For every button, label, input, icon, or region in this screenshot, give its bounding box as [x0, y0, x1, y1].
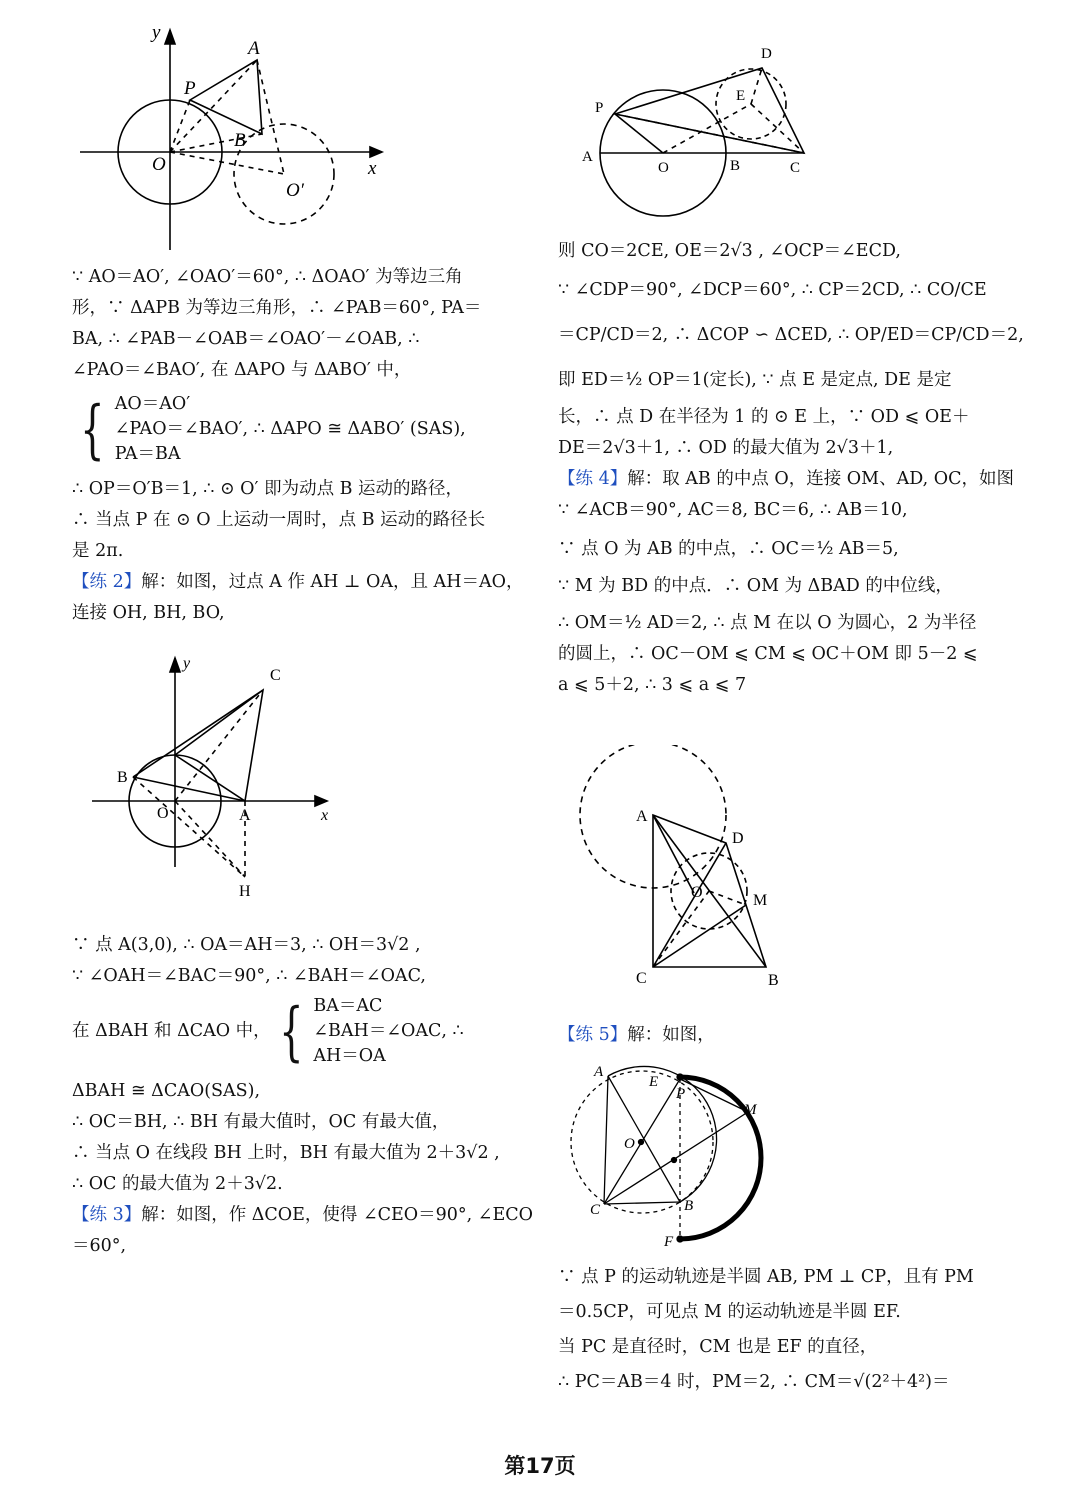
fig5-label-M: M: [744, 1102, 757, 1118]
fig5-label-P: P: [676, 1086, 686, 1102]
congruence-system-2: 在 ΔBAH 和 ΔCAO 中， { BA＝AC ∠BAH＝∠OAC AH＝OA , ∴: [72, 994, 464, 1069]
right-end-line-1: ∵ 点 P 的运动轨迹是半圆 AB, PM ⊥ CP，且有 PM: [558, 1267, 974, 1287]
left-mid-line-2: ∴ 当点 P 在 ⊙ O 上运动一周时，点 B 运动的路径长: [72, 510, 486, 530]
right-end-line-3: 当 PC 是直径时，CM 也是 EF 的直径，: [558, 1337, 878, 1357]
page-number: 第17页: [504, 1454, 576, 1478]
fig2-label-B: B: [117, 769, 128, 786]
fig4-label-C: C: [636, 970, 647, 987]
right-mid-line-6: a ⩽ 5＋2, ∴ 3 ⩽ a ⩽ 7: [558, 675, 747, 695]
fig3-label-D: D: [761, 46, 772, 62]
lian2-tag: 【练 2】: [72, 572, 142, 592]
right-top-line-4: 即 ED＝½ OP＝1(定长), ∵ 点 E 是定点, DE 是定: [558, 370, 952, 390]
right-top-line-6: DE＝2√3＋1, ∴ OD 的最大值为 2√3＋1,: [558, 438, 894, 458]
left-mid-line-3: 是 2π.: [72, 541, 124, 561]
lian5-text: 解：如图，: [627, 1025, 715, 1045]
fig2-label-O: O: [157, 805, 169, 822]
figure-4-quadrilateral: [576, 745, 806, 993]
right-mid-line-1: ∵ ∠ACB＝90°, AC＝8, BC＝6, ∴ AB＝10,: [558, 500, 908, 520]
lian3-line-2: ＝60°,: [72, 1236, 127, 1256]
lian3-text: 解：如图，作 ΔCOE，使得 ∠CEO＝90°, ∠ECO: [141, 1205, 533, 1225]
lian2-line-2: 连接 OH, BH, BO,: [72, 603, 225, 623]
fig4-label-O: O: [691, 884, 703, 901]
fig3-label-A: A: [582, 149, 593, 165]
fig4-label-B: B: [768, 972, 779, 989]
right-top-line-2: ∵ ∠CDP＝90°, ∠DCP＝60°, ∴ CP＝2CD, ∴ CO/CE: [558, 280, 987, 300]
fig1-label-Op: O′: [286, 180, 304, 201]
lian2-text: 解：如图，过点 A 作 AH ⊥ OA，且 AH＝AO，: [141, 572, 524, 592]
fig5-label-B: B: [684, 1198, 694, 1214]
fig1-label-A: A: [248, 38, 260, 59]
fig3-label-O: O: [658, 160, 669, 176]
lian3-line-1: [72, 1200, 533, 1231]
fig4-label-M: M: [753, 892, 768, 909]
system2-row-2: ∠BAH＝∠OAC: [313, 1021, 442, 1041]
right-mid-line-2: ∵ 点 O 为 AB 的中点，∴ OC＝½ AB＝5,: [558, 539, 899, 559]
fig3-label-E: E: [736, 88, 746, 104]
lian2-line-1: [72, 567, 523, 598]
system1-row-1: AO＝AO′: [114, 394, 191, 414]
right-top-line-1: 则 CO＝2CE, OE＝2√3 , ∠OCP＝∠ECD,: [558, 241, 901, 261]
system2-row-1: BA＝AC: [313, 996, 383, 1016]
fig5-label-O: O: [624, 1136, 635, 1152]
fig5-label-F: F: [664, 1234, 674, 1250]
system2-row-3: AH＝OA: [313, 1046, 386, 1066]
lian4-line-1: [558, 464, 1024, 495]
congruence-system-1: { AO＝AO′ ∠PAO＝∠BAO′ PA＝BA , ∴ ΔAPO ≅ ΔABO′ (SAS),: [80, 392, 466, 467]
left-end-line-3: ∴ 当点 O 在线段 BH 上时，BH 有最大值为 2＋3√2 ,: [72, 1143, 500, 1163]
system2-tail: , ∴: [441, 1021, 464, 1041]
left-top-line-1: ∵ AO＝AO′, ∠OAO′＝60°, ∴ ΔOAO′ 为等边三角: [72, 267, 463, 287]
figure-1-rotation: [72, 22, 402, 252]
system1-tail: , ∴ ΔAPO ≅ ΔABO′ (SAS),: [242, 419, 466, 439]
left-end-line-2: ∴ OC＝BH, ∴ BH 有最大值时，OC 有最大值，: [72, 1112, 450, 1132]
system2-lead: 在 ΔBAH 和 ΔCAO 中，: [72, 1021, 271, 1041]
lian4-tag: 【练 4】: [558, 469, 628, 489]
fig3-label-C: C: [790, 160, 801, 176]
left-lower-line-2: ∵ ∠OAH＝∠BAC＝90°, ∴ ∠BAH＝∠OAC,: [72, 966, 426, 986]
fig2-label-y: y: [183, 655, 191, 672]
fig2-label-H: H: [239, 883, 251, 900]
fig1-label-B: B: [234, 130, 246, 151]
system1-row-3: PA＝BA: [114, 444, 181, 464]
fig3-label-B: B: [730, 158, 741, 174]
right-mid-line-3: ∵ M 为 BD 的中点．∴ OM 为 ΔBAD 的中位线，: [558, 576, 953, 596]
right-top-line-5: 长，∴ 点 D 在半径为 1 的 ⊙ E 上，∵ OD ⩽ OE＋: [558, 407, 970, 427]
right-mid-line-5: 的圆上，∴ OC－OM ⩽ CM ⩽ OC＋OM 即 5－2 ⩽: [558, 644, 978, 664]
fig2-label-C: C: [270, 667, 281, 684]
figure-2-coordinate: [87, 652, 367, 902]
left-top-line-2: 形，∵ ΔAPB 为等边三角形，∴ ∠PAB＝60°, PA＝: [72, 298, 482, 318]
right-mid-line-4: ∴ OM＝½ AD＝2, ∴ 点 M 在以 O 为圆心，2 为半径: [558, 613, 977, 633]
fig5-label-E: E: [649, 1074, 659, 1090]
fig1-label-y: y: [152, 22, 161, 43]
figure-5-semicircle: [566, 1062, 786, 1257]
right-end-line-2: ＝0.5CP，可见点 M 的运动轨迹是半圆 EF.: [558, 1302, 901, 1322]
fig2-label-A: A: [239, 807, 251, 824]
left-mid-line-1: ∴ OP＝O′B＝1, ∴ ⊙ O′ 即为动点 B 运动的路径，: [72, 479, 464, 499]
fig2-label-x: x: [321, 807, 329, 824]
lian5-tag: 【练 5】: [558, 1025, 628, 1045]
fig4-label-D: D: [732, 830, 744, 847]
fig5-label-A: A: [594, 1064, 604, 1080]
system1-row-2: ∠PAO＝∠BAO′: [114, 419, 243, 439]
fig1-label-x: x: [368, 158, 377, 179]
left-end-line-4: ∴ OC 的最大值为 2＋3√2.: [72, 1174, 283, 1194]
lian3-tag: 【练 3】: [72, 1205, 142, 1225]
figure-3-circle: [576, 38, 826, 218]
fig4-label-A: A: [636, 808, 648, 825]
lian4-text: 解：取 AB 的中点 O，连接 OM、AD, OC，如图: [627, 469, 1014, 489]
fig3-label-P: P: [595, 100, 604, 116]
lian5-line-1: [558, 1020, 715, 1051]
right-top-line-3: ＝CP/CD＝2, ∴ ΔCOP ∽ ΔCED, ∴ OP/ED＝CP/CD＝2,: [558, 325, 1024, 345]
right-end-line-4: ∴ PC＝AB＝4 时，PM＝2, ∴ CM＝√(2²＋4²)＝: [558, 1372, 950, 1392]
left-end-line-1: ΔBAH ≅ ΔCAO(SAS),: [72, 1081, 261, 1101]
fig1-label-O: O: [152, 154, 166, 175]
left-top-line-4: ∠PAO＝∠BAO′, 在 ΔAPO 与 ΔABO′ 中，: [72, 360, 412, 380]
left-top-line-3: BA, ∴ ∠PAB－∠OAB＝∠OAO′－∠OAB, ∴: [72, 329, 420, 349]
fig5-label-C: C: [590, 1202, 601, 1218]
left-lower-line-1: ∵ 点 A(3,0), ∴ OA＝AH＝3, ∴ OH＝3√2 ,: [72, 935, 421, 955]
fig1-label-P: P: [184, 78, 196, 99]
